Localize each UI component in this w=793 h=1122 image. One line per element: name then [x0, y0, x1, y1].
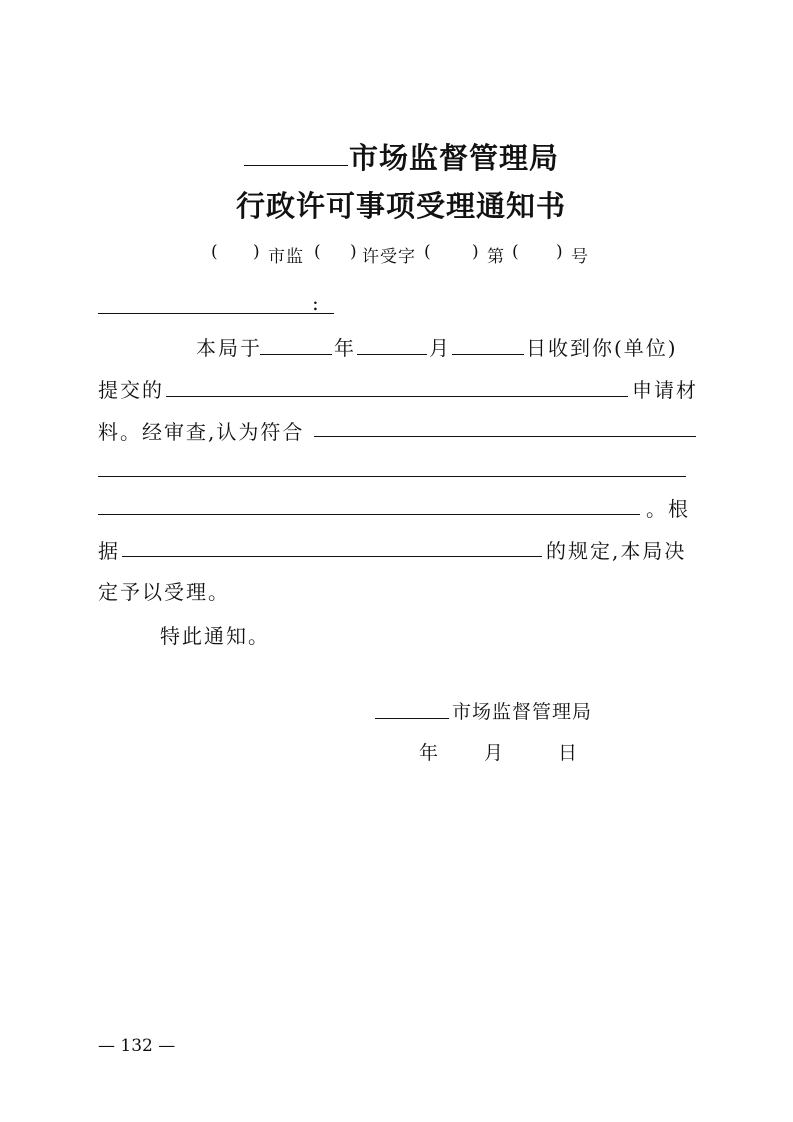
doc-number-paren-open-1: ( — [211, 242, 219, 262]
closing-text: 特此通知。 — [160, 624, 270, 648]
addressee-blank — [98, 313, 334, 314]
signature-month: 月 — [484, 742, 505, 764]
body-application-text: 申请材 — [632, 378, 698, 402]
signature-org: 市场监督管理局 — [452, 701, 593, 723]
doc-number-paren-open-4: ( — [512, 242, 520, 262]
application-item-blank — [166, 396, 628, 397]
body-review-text: 料。经审查,认为符合 — [98, 420, 305, 444]
doc-number-suffix: 号 — [571, 247, 589, 267]
month-blank — [357, 354, 427, 355]
doc-number-ordinal: 第 — [487, 247, 505, 267]
doc-number-paren-close-1: ) — [253, 242, 261, 262]
signature-day: 日 — [558, 742, 579, 764]
body-according-text: 据 — [98, 539, 120, 563]
title-line-1: 市场监督管理局 — [349, 141, 560, 175]
body-decision-text: 的规定,本局决 — [546, 539, 687, 563]
body-receipt-text: 日收到你(单位) — [526, 336, 678, 360]
signature-year: 年 — [419, 742, 440, 764]
regulation-blank — [122, 556, 542, 557]
doc-number-bureau: 市监 — [268, 247, 304, 267]
signature-org-blank — [375, 718, 449, 719]
doc-number-license: 许受字 — [362, 247, 416, 267]
day-blank — [452, 354, 524, 355]
doc-number-paren-close-3: ) — [472, 242, 480, 262]
body-intro: 本局于 — [196, 336, 262, 360]
body-basis-text: 。根 — [646, 497, 690, 521]
doc-number-paren-close-2: ) — [350, 242, 358, 262]
body-submitted-text: 提交的 — [98, 378, 164, 402]
doc-number-paren-open-3: ( — [424, 242, 432, 262]
title-org-blank — [244, 165, 348, 166]
title-line-2: 行政许可事项受理通知书 — [236, 189, 567, 223]
doc-number-paren-open-2: ( — [314, 242, 322, 262]
body-month: 月 — [429, 336, 451, 360]
page-number: — 132 — — [98, 1036, 176, 1056]
conditions-blank-3 — [98, 514, 640, 515]
doc-number-paren-close-4: ) — [556, 242, 564, 262]
conditions-blank-2 — [98, 476, 686, 477]
body-acceptance-text: 定予以受理。 — [98, 580, 230, 604]
addressee-colon: : — [312, 291, 321, 315]
year-blank — [260, 354, 332, 355]
body-year: 年 — [334, 336, 356, 360]
conditions-blank-1 — [314, 436, 696, 437]
